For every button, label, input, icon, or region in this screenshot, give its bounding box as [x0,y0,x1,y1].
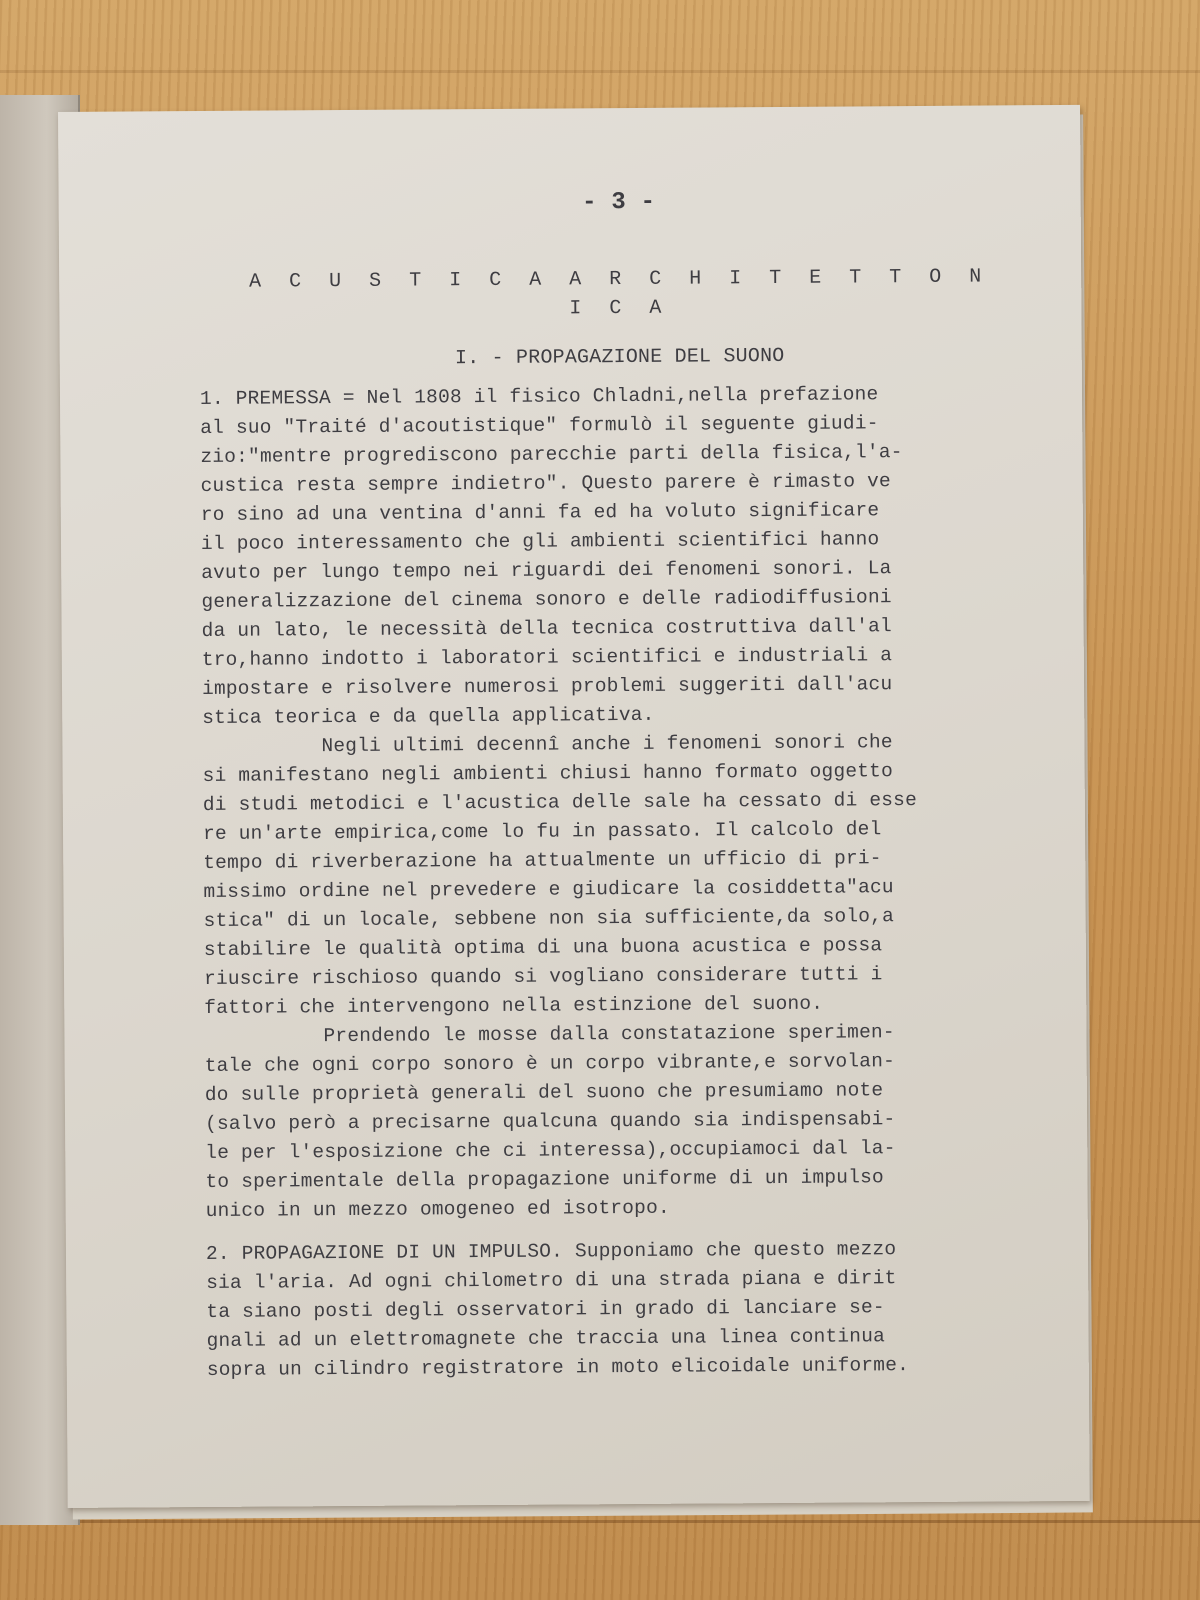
page-text-block [199,185,1017,1385]
text-line: di studi metodici e l'acustica delle sale ha cessato di esse [202,789,918,817]
text-line: avuto per lungo tempo nei riguardi dei fenomeni sonori. La [201,557,892,585]
text-line: il poco interessamento che gli ambienti scientifici hanno [200,528,880,556]
page-number: - 3 - [582,188,656,217]
text-line: si manifestano negli ambienti chiusi hanno formato oggetto [202,760,894,788]
table-plank-seam [0,1520,1200,1523]
text-line: missimo ordine nel prevedere e giudicare la cosiddetta"acu [203,876,894,904]
text-line: zio:"mentre progrediscono parecchie parti della fisica,l'a- [200,441,903,469]
text-line: le per l'esposizione che ci interessa),occupiamoci dal la- [205,1137,896,1164]
text-line: tro,hanno indotto i laboratori scientifici e industriali a [201,644,893,672]
text-line: ro sino ad una ventina d'anni fa ed ha voluto significare [200,499,880,527]
document-page [58,105,1090,1508]
text-line: sia l'aria. Ad ogni chilometro di una strada piana e dirit [206,1267,897,1294]
text-line: tempo di riverberazione ha attualmente un ufficio di pri- [203,847,882,875]
text-line: re un'arte empirica,come lo fu in passato. Il calcolo del [202,818,882,846]
document-title: A C U S T I C A A R C H I T E T T O N I C A [249,265,990,321]
text-line: to sperimentale della propagazione uniforme di un impulso [205,1166,884,1193]
section-heading: I. - PROPAGAZIONE DEL SUONO [454,344,785,371]
text-line: tale che ogni corpo sonoro è un corpo vibrante,e sorvolan- [204,1050,896,1077]
text-line: da un lato, le necessità della tecnica costruttiva dall'al [201,615,892,643]
paragraph-propagazione-impulso [206,1234,1017,1385]
text-line: generalizzazione del cinema sonoro e delle radiodiffusioni [201,586,892,614]
text-line: (salvo però a precisarne qualcuna quando sia indispensabi- [204,1108,896,1135]
text-line: al suo "Traité d'acoutistique" formulò il seguente giudi- [200,412,879,440]
text-line: ta siano posti degli osservatori in grado di lanciare se- [206,1296,885,1323]
text-line: Prendendo le mosse dalla constatazione sperimen- [204,1021,895,1048]
text-line: unico in un mezzo omogeneo ed isotropo. [205,1196,670,1222]
paragraph-prendendo [204,1017,1015,1226]
text-line: stica teorica e da quella applicativa. [202,703,655,730]
text-line: 2. PROPAGAZIONE DI UN IMPULSO. Supponiamo che questo mezzo [205,1238,897,1265]
paragraph-premessa [200,379,1012,733]
text-line: custica resta sempre indietro". Questo parere è rimasto ve [200,470,891,498]
text-line: riuscire rischioso quando si vogliano considerare tutti i [203,963,883,991]
text-line: 1. PREMESSA = Nel 1808 il fisico Chladni,nella prefazione [199,383,879,411]
text-line: stabilire le qualità optima di una buona acustica e possa [203,934,883,962]
text-line: gnali ad un elettromagnete che traccia una linea continua [206,1325,886,1352]
text-line: fattori che intervengono nella estinzione del suono. [204,992,824,1020]
paragraph-ultimi-decenni [202,727,1014,1023]
text-line: sopra un cilindro registratore in moto elicoidale uniforme. [206,1354,910,1381]
text-line: impostare e risolvere numerosi problemi suggeriti dall'acu [201,673,893,701]
text-line: do sulle proprietà generali del suono che presumiamo note [204,1079,884,1106]
text-line: stica" di un locale, sebbene non sia sufficiente,da solo,a [203,905,895,933]
table-plank-seam [0,70,1200,73]
text-line: Negli ultimi decennî anche i fenomeni sonori che [202,731,893,759]
